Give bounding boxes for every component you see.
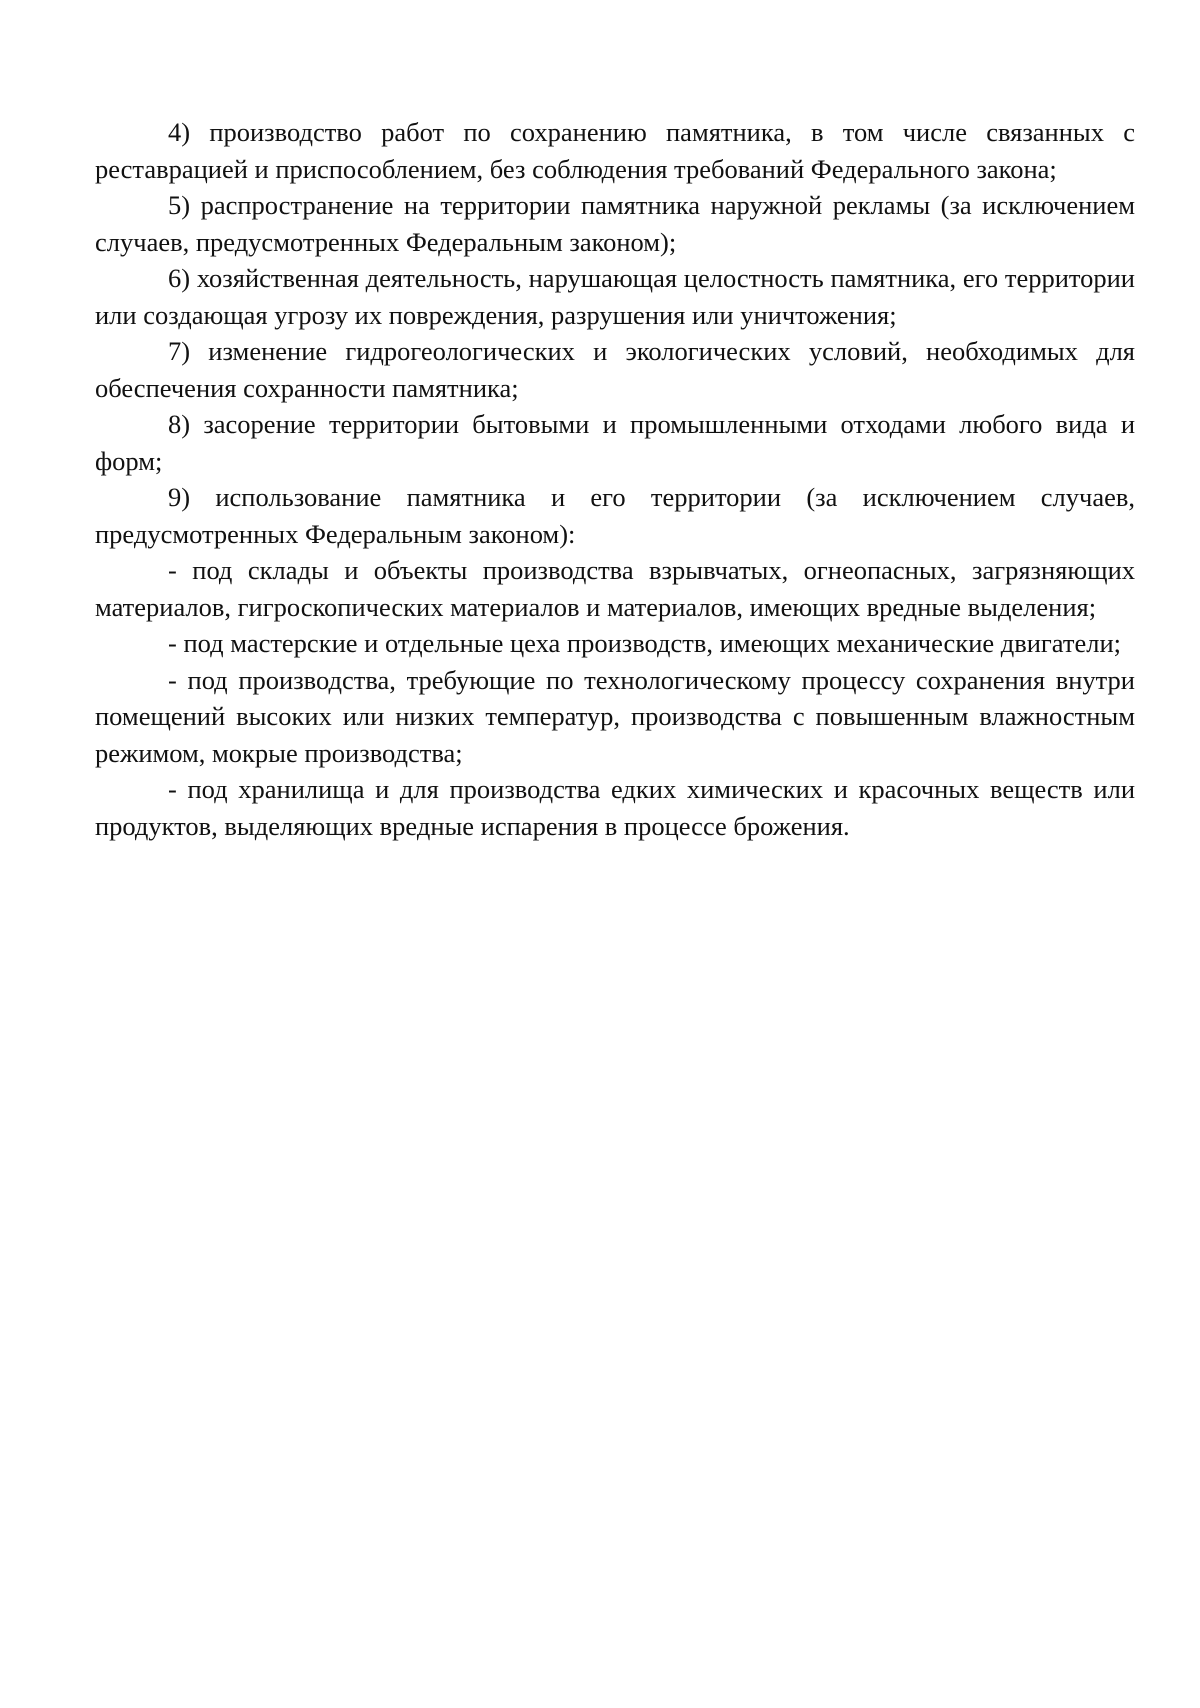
- paragraph-item-7: 7) изменение гидрогеологических и экологических условий, необходимых для обеспечения сохранности памятника;: [95, 336, 1135, 403]
- subitem-temperature-productions: - под производства, требующие по технологическому процессу сохранения внутри помещений высоких или низких температур, производства с повышенным влажностным режимом, мокрые производства;: [95, 664, 1135, 768]
- subitem-chemical-storage: - под хранилища и для производства едких химических и красочных веществ или продуктов, выделяющих вредные испарения в процессе брожения.: [95, 774, 1135, 841]
- subitem-warehouses: - под склады и объекты производства взрывчатых, огнеопасных, загрязняющих материалов, гигроскопических материалов и материалов, имеющих вредные выделения;: [95, 555, 1135, 622]
- paragraph-item-9: 9) использование памятника и его территории (за исключением случаев, предусмотренных Федеральным законом):: [95, 482, 1135, 549]
- paragraph-item-8: 8) засорение территории бытовыми и промышленными отходами любого вида и форм;: [95, 409, 1135, 476]
- paragraph-item-5: 5) распространение на территории памятника наружной рекламы (за исключением случаев, предусмотренных Федеральным законом);: [95, 190, 1135, 257]
- subitem-workshops: - под мастерские и отдельные цеха производств, имеющих механические двигатели;: [168, 628, 1121, 658]
- paragraph-item-6: 6) хозяйственная деятельность, нарушающая целостность памятника, его территории или создающая угрозу их повреждения, разрушения или уничтожения;: [95, 263, 1135, 330]
- document-body: [95, 114, 1135, 844]
- paragraph-item-4: 4) производство работ по сохранению памятника, в том числе связанных с реставрацией и приспособлением, без соблюдения требований Федерального закона;: [95, 117, 1135, 184]
